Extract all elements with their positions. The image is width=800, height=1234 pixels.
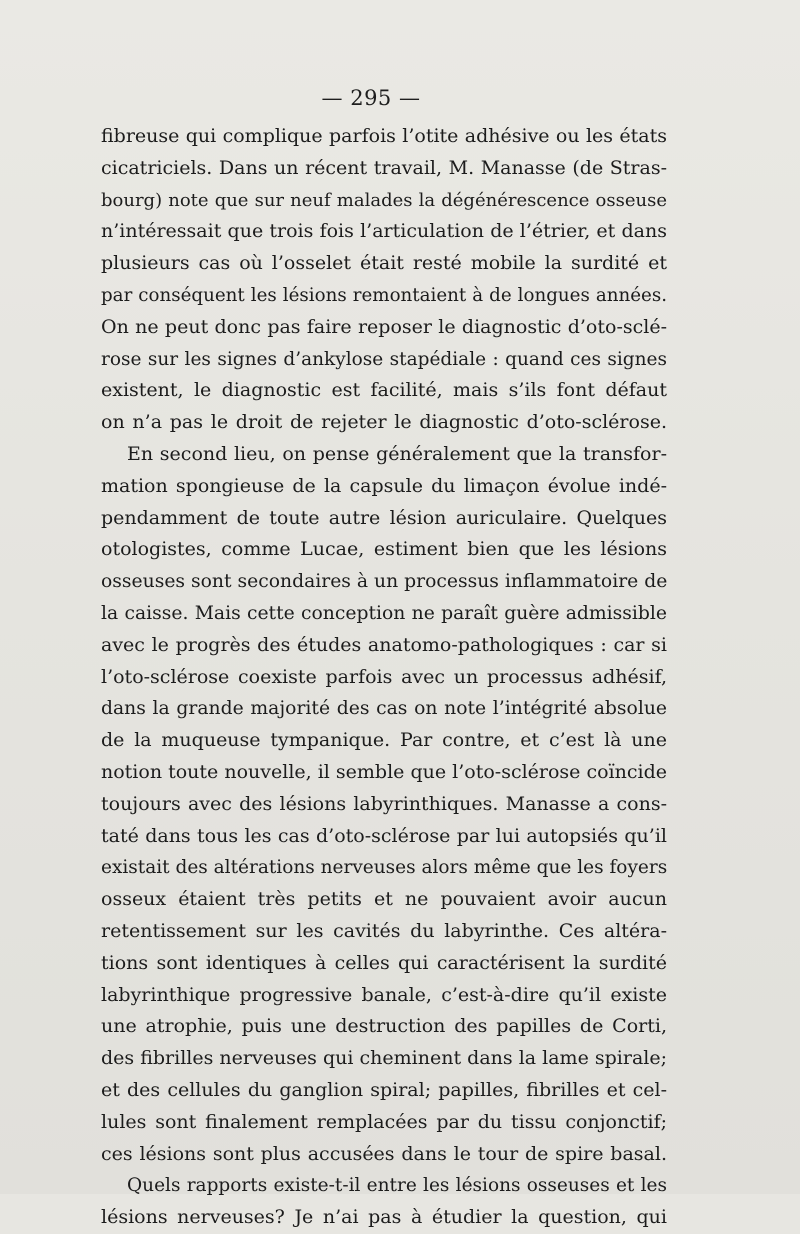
text-line: la caisse. Mais cette conception ne paraît guère admissible (101, 602, 667, 624)
text-line: avec le progrès des études anatomo-pathologiques : car si (101, 633, 667, 656)
text-line: tions sont identiques à celles qui caractérisent la surdité (101, 951, 667, 974)
text-line: pendamment de toute autre lésion auriculaire. Quelques (101, 506, 667, 529)
page-number: — 295 — (321, 86, 421, 110)
text-line: lésions nerveuses? Je n’ai pas à étudier la question, qui (101, 1206, 667, 1229)
text-line: rose sur les signes d’ankylose stapédiale : quand ces signes (101, 348, 667, 370)
text-line: existent, le diagnostic est facilité, mais s’ils font défaut (101, 379, 667, 402)
text-line: dans la grande majorité des cas on note l’intégrité absolue (101, 698, 667, 720)
text-line: retentissement sur les cavités du labyrinthe. Ces altéra- (101, 919, 667, 942)
text-line: existait des altérations nerveuses alors même que les foyers (101, 857, 668, 879)
text-line: otologistes, comme Lucae, estiment bien que les lésions (101, 538, 667, 561)
text-line: par conséquent les lésions remontaient à de longues années. (101, 284, 667, 306)
text-line: des fibrilles nerveuses qui cheminent dans la lame spirale; (101, 1047, 667, 1070)
text-line: On ne peut donc pas faire reposer le diagnostic d’oto-sclé- (101, 315, 667, 338)
text-line: une atrophie, puis une destruction des papilles de Corti, (101, 1015, 667, 1038)
text-line: de la muqueuse tympanique. Par contre, et c’est là une (101, 729, 667, 752)
text-line: labyrinthique progressive banale, c’est-à-dire qu’il existe (101, 983, 667, 1006)
text-line: cicatriciels. Dans un récent travail, M. Manasse (de Stras- (101, 156, 667, 179)
text-line: En second lieu, on pense généralement que la transfor- (127, 442, 667, 465)
text-line: toujours avec des lésions labyrinthiques. Manasse a cons- (101, 792, 667, 815)
text-line: lules sont finalement remplacées par du tissu conjonctif; (101, 1110, 667, 1133)
text-line: taté dans tous les cas d’oto-sclérose par lui autopsiés qu’il (101, 824, 667, 847)
text-line: Quels rapports existe-t-il entre les lésions osseuses et les (127, 1175, 667, 1197)
text-line: l’oto-sclérose coexiste parfois avec un processus adhésif, (101, 665, 667, 688)
text-line: plusieurs cas où l’osselet était resté mobile la surdité et (101, 252, 667, 275)
body-text (101, 121, 667, 1234)
text-line: on n’a pas le droit de rejeter le diagnostic d’oto-sclérose. (101, 411, 667, 434)
text-line: mation spongieuse de la capsule du limaçon évolue indé- (101, 474, 667, 497)
text-line: ces lésions sont plus accusées dans le tour de spire basal. (101, 1142, 667, 1165)
text-line: et des cellules du ganglion spiral; papilles, fibrilles et cel- (101, 1078, 667, 1101)
text-line: osseux étaient très petits et ne pouvaient avoir aucun (101, 888, 667, 911)
text-line: fibreuse qui complique parfois l’otite adhésive ou les états (101, 125, 667, 147)
text-line: n’intéressait que trois fois l’articulation de l’étrier, et dans (101, 220, 667, 243)
text-line: notion toute nouvelle, il semble que l’oto-sclérose coïncide (101, 760, 667, 783)
text-line: osseuses sont secondaires à un processus inflammatoire de (101, 571, 668, 593)
text-line: bourg) note que sur neuf malades la dégénérescence osseuse (101, 189, 667, 211)
